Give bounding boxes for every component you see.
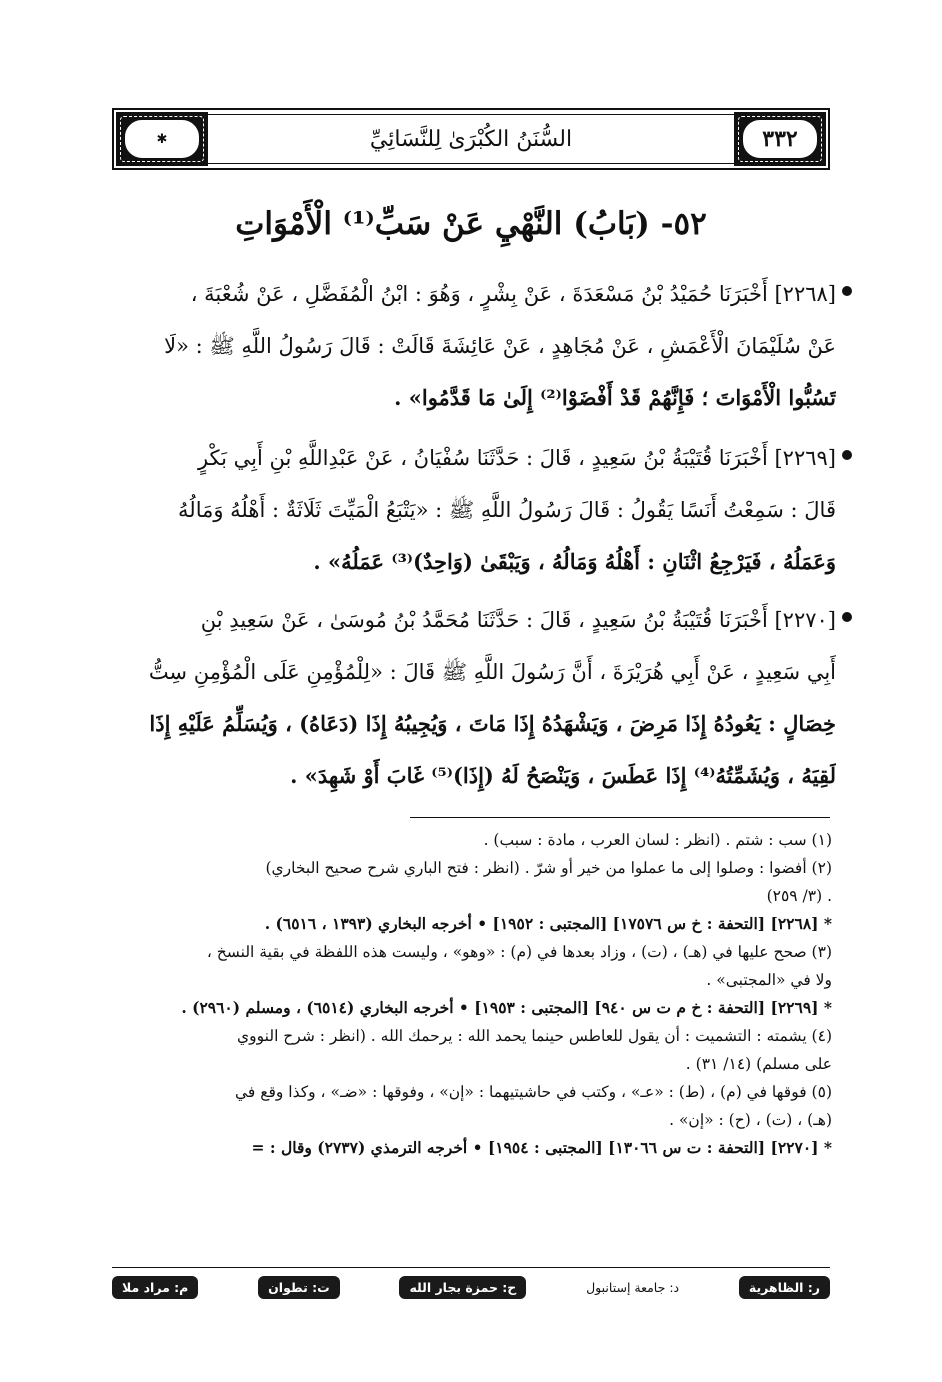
footnote: (٣) صحح عليها في (هـ) ، (ت) ، وزاد بعدها في (م) : «وهو» ، وليست هذه اللفظة في بقية النسخ ، bbox=[206, 943, 832, 961]
source-badge: م: مراد ملا bbox=[112, 1276, 198, 1299]
takhrij-note: * [٢٢٦٩] [التحفة : خ م ت س ٩٤٠] [المجتبى : ١٩٥٣] • أخرجه البخاري (٦٥١٤) ، ومسلم (٢٩٦٠) . bbox=[181, 998, 832, 1017]
sources-rule bbox=[112, 1267, 830, 1268]
chapter-heading: ٥٢- (بَابُ) النَّهْيِ عَنْ سَبِّ⁽¹⁾ الْأَمْوَاتِ bbox=[235, 206, 707, 242]
page-number-emblem bbox=[734, 112, 826, 166]
footnote: (١) سب : شتم . (انظر : لسان العرب ، مادة : سبب) . bbox=[483, 831, 832, 849]
footnote: على مسلم) (١٤/ ٣١) . bbox=[685, 1055, 832, 1073]
footnote: ولا في «المجتبى» . bbox=[706, 971, 832, 989]
footnote: (٢) أفضوا : وصلوا إلى ما عملوا من خير أو شرّ . (انظر : فتح الباري شرح صحيح البخاري) bbox=[265, 859, 832, 877]
source-badge: ح: حمزة بجار الله bbox=[399, 1276, 526, 1299]
hadith-line: [٢٢٦٩] أَخْبَرَنَا قُتَيْبَةُ بْنُ سَعِيدٍ ، قَالَ : حَدَّثَنَا سُفْيَانُ ، عَنْ عَبْدِاللَّهِ بْنِ أَبِي بَكْرٍ bbox=[197, 446, 836, 470]
hadith-2269 bbox=[110, 432, 836, 588]
seal-icon: ✱ bbox=[123, 118, 201, 160]
hadith-line: عَنْ سُلَيْمَانَ الْأَعْمَشِ ، عَنْ مُجَاهِدٍ ، عَنْ عَائِشَةَ قَالَتْ : قَالَ رَسُولُ اللَّهِ ﷺ : «لَا bbox=[164, 334, 836, 358]
page-header bbox=[112, 108, 830, 170]
bullet-icon bbox=[842, 612, 852, 622]
hadith-line: قَالَ : سَمِعْتُ أَنَسًا يَقُولُ : قَالَ رَسُولُ اللَّهِ ﷺ : «يَتْبَعُ الْمَيِّتَ ثَلَاثَةٌ : أَهْلُهُ وَمَالُهُ bbox=[178, 498, 836, 522]
bullet-icon bbox=[842, 450, 852, 460]
footnote: (هـ) ، (ت) ، (ح) : «إن» . bbox=[669, 1111, 832, 1129]
footnote: (٥) فوقها في (م) ، (ط) : «عـ» ، وكتب في حاشيتيهما : «إن» ، وفوقها : «ضـ» ، وكذا وقع في bbox=[234, 1083, 832, 1101]
page-number: ٣٣٢ bbox=[762, 126, 798, 152]
manuscript-sources bbox=[112, 1272, 830, 1302]
hadith-line: تَسُبُّوا الْأَمْوَاتَ ؛ فَإِنَّهُمْ قَدْ أَفْضَوْا⁽²⁾ إِلَىٰ مَا قَدَّمُوا» . bbox=[394, 385, 836, 410]
hadith-2268 bbox=[110, 268, 836, 424]
hadith-2270 bbox=[110, 594, 836, 802]
source-label: د: جامعة إستانبول bbox=[586, 1279, 680, 1295]
footnote-separator bbox=[410, 817, 830, 818]
hadith-line: لَقِيَهُ ، وَيُشَمِّتُهُ⁽⁴⁾ إِذَا عَطَسَ ، وَيَنْصَحُ لَهُ (إِذَا)⁽⁵⁾ غَابَ أَوْ شَهِدَ» . bbox=[290, 763, 836, 788]
takhrij-note: * [٢٢٦٨] [التحفة : خ س ١٧٥٧٦] [المجتبى : ١٩٥٢] • أخرجه البخاري (١٣٩٣ ، ٦٥١٦) . bbox=[264, 914, 832, 933]
hadith-line: خِصَالٍ : يَعُودُهُ إِذَا مَرِضَ ، وَيَشْهَدُهُ إِذَا مَاتَ ، وَيُجِيبُهُ إِذَا (دَعَاهُ) ، وَيُسَلِّمُ عَلَيْهِ إِذَا bbox=[149, 711, 836, 736]
hadith-line: [٢٢٧٠] أَخْبَرَنَا قُتَيْبَةُ بْنُ سَعِيدٍ ، قَالَ : حَدَّثَنَا مُحَمَّدُ بْنُ مُوسَىٰ ، عَنْ سَعِيدِ بْنِ bbox=[200, 608, 836, 632]
bullet-icon bbox=[842, 286, 852, 296]
hadith-line: وَعَمَلُهُ ، فَيَرْجِعُ اثْنَانِ : أَهْلُهُ وَمَالُهُ ، وَيَبْقَىٰ (وَاحِدٌ)⁽³⁾ عَمَلُهُ» . bbox=[313, 549, 836, 574]
takhrij-note: * [٢٢٧٠] [التحفة : ت س ١٣٠٦٦] [المجتبى : ١٩٥٤] • أخرجه الترمذي (٢٧٣٧) وقال : = bbox=[251, 1138, 832, 1157]
footnotes bbox=[112, 826, 832, 1162]
hadith-line: أَبِي سَعِيدٍ ، عَنْ أَبِي هُرَيْرَةَ ، أَنَّ رَسُولَ اللَّهِ ﷺ قَالَ : «لِلْمُؤْمِنِ عَلَى الْمُؤْمِنِ سِتُّ bbox=[148, 660, 836, 684]
book-seal-emblem bbox=[116, 112, 208, 166]
hadith-line: [٢٢٦٨] أَخْبَرَنَا حُمَيْدُ بْنُ مَسْعَدَةَ ، عَنْ بِشْرٍ ، وَهُوَ : ابْنُ الْمُفَضَّلِ ، عَنْ شُعْبَةَ ، bbox=[190, 282, 836, 306]
footnote: . (٣/ ٢٥٩) bbox=[766, 887, 832, 905]
source-badge: ت: تطوان bbox=[258, 1276, 340, 1299]
footnote: (٤) يشمته : التشميت : أن يقول للعاطس حينما يحمد الله : يرحمك الله . (انظر : شرح النووي bbox=[237, 1027, 832, 1045]
book-title: السُّنَنُ الكُبْرَىٰ لِلنَّسَائِيِّ bbox=[369, 126, 573, 152]
source-badge: ر: الظاهرية bbox=[739, 1276, 830, 1299]
